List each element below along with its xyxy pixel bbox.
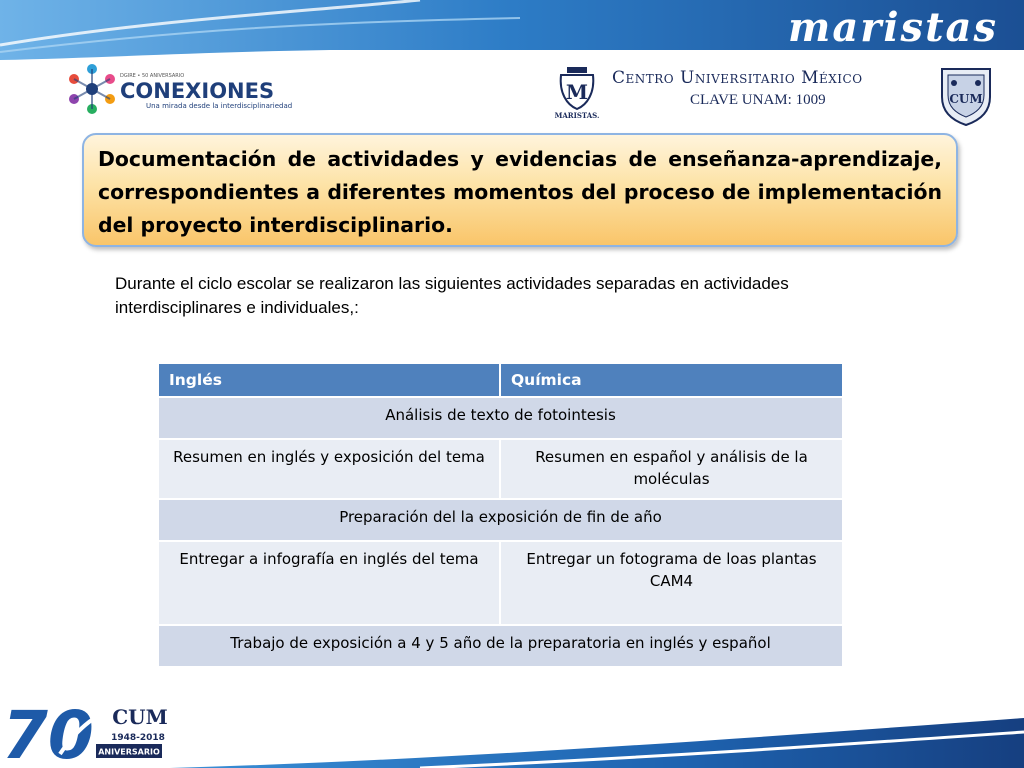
maristas-crest xyxy=(551,63,603,123)
conexiones-logo xyxy=(66,63,306,118)
table-row xyxy=(159,499,842,541)
conexiones-title: CONEXIONES xyxy=(120,79,275,103)
anniversary-badge xyxy=(0,694,170,768)
crest-label: MARISTAS. xyxy=(554,111,600,120)
cum-logo-text: CUM xyxy=(112,705,168,729)
intro-paragraph: Durante el ciclo escolar se realizaron las siguientes actividades separadas en actividades interdisciplinares e individuales,: xyxy=(115,274,789,317)
table-row xyxy=(159,439,842,499)
table-cell: Resumen en inglés y exposición del tema xyxy=(159,439,500,499)
anniversary-years: 1948-2018 xyxy=(111,733,165,743)
table-cell: Entregar un fotograma de loas plantas CAM4 xyxy=(500,541,842,625)
maristas-logo-script: maristas xyxy=(788,4,998,51)
svg-text:CUM: CUM xyxy=(949,92,983,106)
table-cell: Análisis de texto de fotointesis xyxy=(159,397,842,439)
network-hexagon-icon xyxy=(66,63,118,115)
unam-crest-icon xyxy=(938,63,994,127)
heading-box xyxy=(82,133,958,247)
table-cell: Trabajo de exposición a 4 y 5 año de la preparatoria en inglés y español xyxy=(159,625,842,666)
institution-name: Centro Universitario México xyxy=(612,68,863,88)
column-header-quimica: Química xyxy=(500,364,842,397)
table-cell: Entregar a infografía en inglés del tema xyxy=(159,541,500,625)
maristas-crest-icon xyxy=(551,63,603,111)
table-header-row xyxy=(159,364,842,397)
conexiones-tagline: DGIRE • 50 ANIVERSARIO xyxy=(120,73,185,79)
table-row xyxy=(159,541,842,625)
table-row xyxy=(159,397,842,439)
column-header-ingles: Inglés xyxy=(159,364,500,397)
activities-table xyxy=(159,364,842,666)
table-cell: Resumen en español y análisis de la moléculas xyxy=(500,439,842,499)
anniversary-label: ANIVERSARIO xyxy=(98,747,160,757)
svg-text:M: M xyxy=(565,80,589,104)
table-row xyxy=(159,625,842,666)
institution-clave: CLAVE UNAM: 1009 xyxy=(690,92,826,108)
table-cell: Preparación del la exposición de fin de año xyxy=(159,499,842,541)
anniversary-number: 70 xyxy=(2,697,94,768)
conexiones-subtitle: Una mirada desde la interdisciplinariedad xyxy=(146,102,293,110)
slide-title: Documentación de actividades y evidencias de enseñanza-aprendizaje, correspondientes a diferentes momentos del proceso de implementación del proyecto interdisciplinario. xyxy=(98,147,942,237)
